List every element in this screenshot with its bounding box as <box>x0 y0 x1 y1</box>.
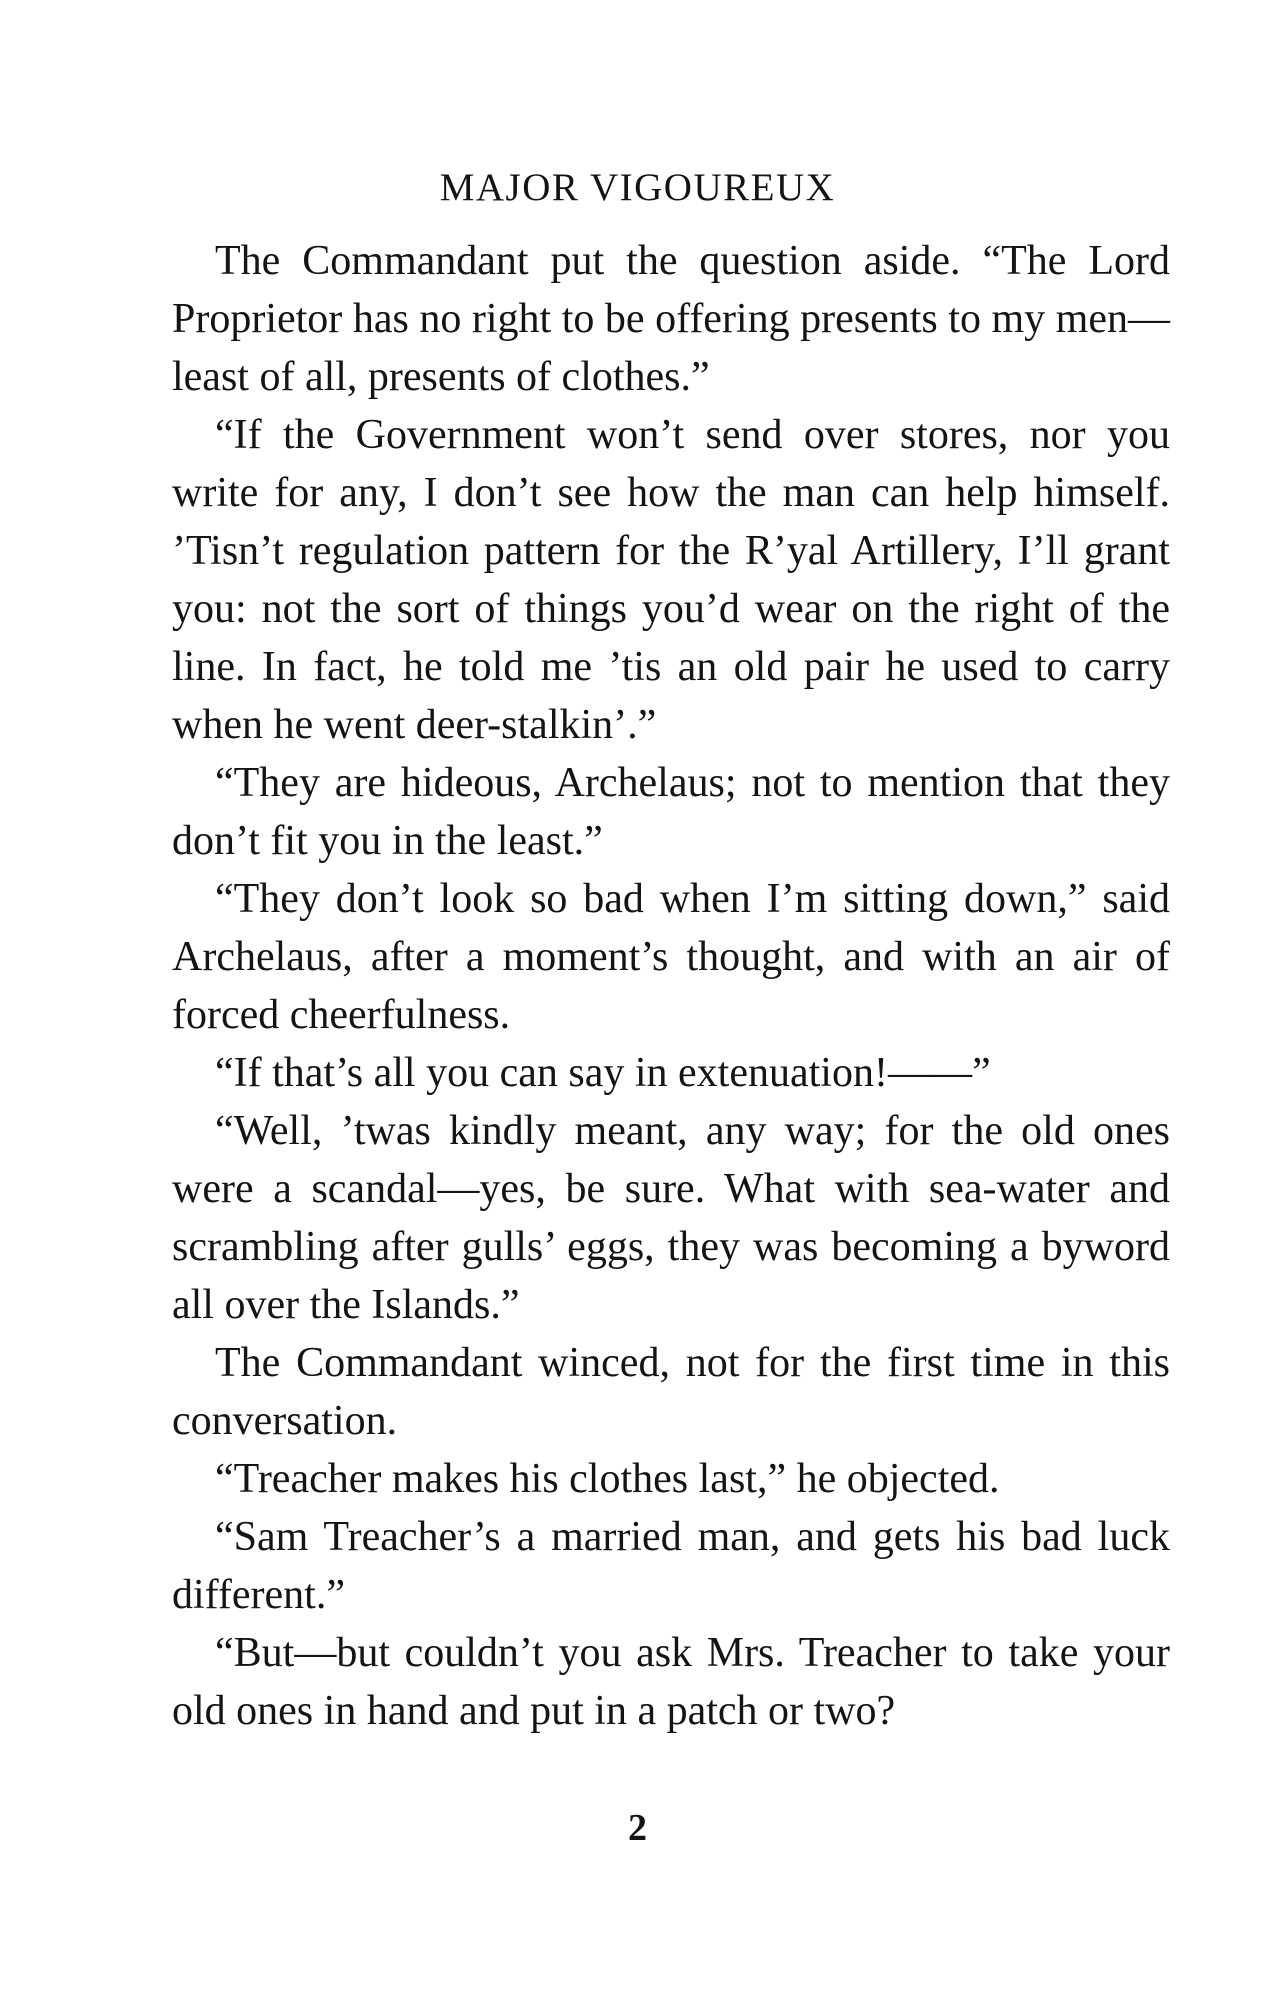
paragraph: “But—but couldn’t you ask Mrs. Treacher to take your old ones in hand and put in a patch or two? <box>172 1630 1170 1734</box>
paragraph: “Well, ’twas kindly meant, any way; for the old ones were a scandal—yes, be sure. What with sea-water and scrambling after gulls’ eggs, they was becoming a byword all over the Islands.” <box>172 1108 1170 1328</box>
paragraph: The Commandant winced, not for the first time in this conversation. <box>172 1340 1170 1444</box>
paragraph: “Sam Treacher’s a married man, and gets his bad luck different.” <box>172 1514 1170 1618</box>
running-head: MAJOR VIGOUREUX <box>439 166 836 209</box>
paragraph: “They are hideous, Archelaus; not to mention that they don’t fit you in the least.” <box>172 760 1170 864</box>
paragraph: “If that’s all you can say in extenuation!——” <box>215 1050 991 1096</box>
body-text <box>172 232 1170 1740</box>
paragraph: “They don’t look so bad when I’m sitting down,” said Archelaus, after a moment’s thought, and with an air of forced cheerfulness. <box>172 876 1170 1038</box>
paragraph: “If the Government won’t send over stores, nor you write for any, I don’t see how the man can help himself. ’Tisn’t regulation pattern for the R’yal Artillery, I’ll grant you: not the sort of things you’d wear on the right of the line. In fact, he told me ’tis an old pair he used to carry when he went deer-stalkin’.” <box>172 412 1170 748</box>
paragraph: The Commandant put the question aside. “The Lord Proprietor has no right to be offering presents to my men—least of all, presents of clothes.” <box>172 238 1170 400</box>
paragraph: “Treacher makes his clothes last,” he objected. <box>215 1456 1000 1502</box>
page-number: 2 <box>628 1807 647 1849</box>
